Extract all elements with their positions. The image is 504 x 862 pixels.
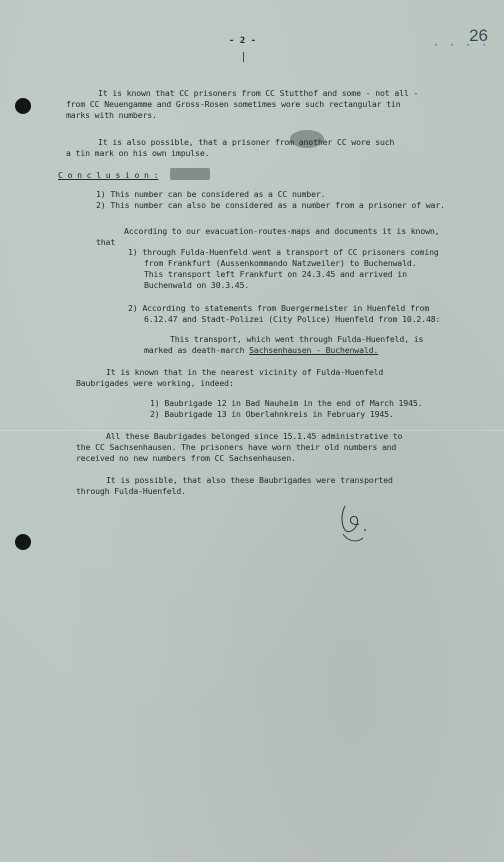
conclusion-heading: C o n c l u s i o n : [58, 170, 159, 180]
text-line: It is also possible, that a prisoner from another CC wore such [98, 137, 395, 147]
text-line: from CC Neuengamme and Gross-Rosen sometimes wore such rectangular tin [66, 99, 401, 109]
redaction-mark [170, 168, 210, 180]
text-line: According to our evacuation-routes-maps and documents it is known, [124, 226, 440, 236]
underlined-route: Sachsenhausen - Buchenwald. [249, 345, 379, 355]
text-line: through Fulda-Huenfeld. [76, 486, 186, 496]
text-segment: marked as death-march [144, 345, 250, 355]
text-line: This transport left Frankfurt on 24.3.45 and arrived in [144, 269, 407, 279]
text-line: the CC Sachsenhausen. The prisoners have worn their old numbers and [76, 442, 397, 452]
punch-hole [15, 98, 31, 114]
text-line: from Frankfurt (Aussenkommando Natzweiler) to Buchenwald. [144, 258, 417, 268]
text-line: marks with numbers. [66, 110, 157, 120]
margin-dots: · · · · [433, 40, 490, 51]
text-line: It is known that CC prisoners from CC Stutthof and some - not all - [98, 88, 419, 98]
page-number: - 2 - [229, 36, 257, 46]
text-line: received no new numbers from CC Sachsenhausen. [76, 453, 296, 463]
text-line: All these Baubrigades belonged since 15.1.45 administrative to [106, 431, 403, 441]
text-line: 2) Baubrigade 13 in Oberlahnkreis in February 1945. [150, 409, 394, 419]
text-line: It is possible, that also these Baubrigades were transported [106, 475, 393, 485]
text-line [144, 345, 378, 356]
text-line: that [96, 237, 116, 247]
text-line: 6.12.47 and Stadt-Polizei (City Police) Huenfeld from 10.2.48: [144, 314, 441, 324]
text-line: a tin mark on his own impulse. [66, 148, 210, 158]
text-line: It is known that in the nearest vicinity of Fulda-Huenfeld [106, 367, 384, 377]
text-line: 2) This number can also be considered as a number from a prisoner of war. [96, 200, 445, 210]
handwritten-initials [335, 500, 375, 550]
handwritten-page-number: 26 [469, 26, 488, 45]
text-line: 1) Baubrigade 12 in Bad Nauheim in the end of March 1945. [150, 398, 423, 408]
header-tick [243, 52, 244, 62]
text-line: This transport, which went through Fulda-Huenfeld, is [170, 334, 424, 344]
text-line: 1) through Fulda-Huenfeld went a transport of CC prisoners coming [128, 247, 439, 257]
text-line: Buchenwald on 30.3.45. [144, 280, 250, 290]
text-line: 2) According to statements from Buergermeister in Huenfeld from [128, 303, 430, 313]
text-line: Baubrigades were working, indeed: [76, 378, 234, 388]
text-line: 1) This number can be considered as a CC number. [96, 189, 326, 199]
ink-stain [290, 130, 324, 148]
punch-hole [15, 534, 31, 550]
